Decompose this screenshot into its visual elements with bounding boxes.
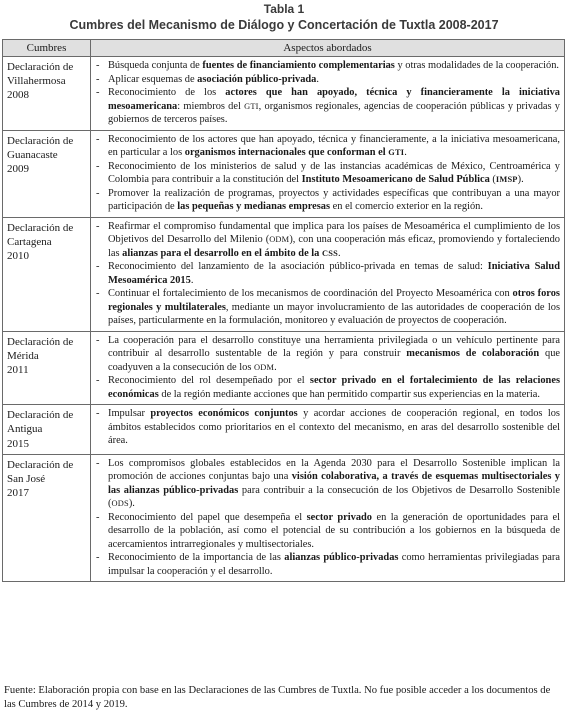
aspect-item xyxy=(95,73,560,87)
aspect-item xyxy=(95,551,560,578)
bold-phrase: las pequeñas y medianas empresas xyxy=(177,201,331,213)
cumbre-line: Antigua xyxy=(7,423,43,436)
cumbre-cell xyxy=(3,217,91,331)
text-segment: para contribuir a la consecución de los Objetivos de Desarrollo Sostenible ( xyxy=(108,484,560,510)
aspects-list xyxy=(95,457,560,579)
text-segment: Los compromisos globales establecidos en la Agenda 2030 para el Desarrollo Sostenible implican la promoción de acciones conjuntas bajo una xyxy=(108,457,560,483)
text-segment: Reconocimiento del rol desempeñado por el xyxy=(108,375,310,387)
bold-phrase: asociación público-privada xyxy=(197,73,317,85)
aspect-item xyxy=(95,86,560,127)
cumbre-line: 2017 xyxy=(7,486,29,499)
text-segment: ), con una cooperación más eficaz, promoviendo y fortaleciendo las xyxy=(108,234,560,259)
text-segment: Reconocimiento de los xyxy=(108,87,226,99)
text-segment: GTI xyxy=(244,101,259,111)
bold-phrase: alianzas público-privadas xyxy=(284,552,399,564)
text-segment: y acordar acciones de cooperación regional, en todos los ámbitos establecidos como prioritarios en el contexto del mecanismo, en aras del desarrollo sostenible del área. xyxy=(108,408,560,447)
cumbre-line: San José xyxy=(7,472,46,485)
text-segment: Reconocimiento de los ministerios de salud y de las instancias académicas de México, Centroamérica y Colombia para contribuir a la constitución del xyxy=(108,160,560,186)
aspect-item xyxy=(95,187,560,214)
table-body xyxy=(3,57,565,582)
text-segment: Reafirmar el compromiso fundamental que implica para los países de Mesoamérica el cumplimiento de los Objetivos del Desarrollo del Milenio ( xyxy=(108,220,560,246)
cumbre-line: Villahermosa xyxy=(7,75,66,88)
cumbre-line: 2011 xyxy=(7,363,29,376)
cumbre-line: Mérida xyxy=(7,349,39,362)
cumbre-line: 2015 xyxy=(7,437,29,450)
text-segment: ). xyxy=(128,498,135,510)
text-segment: ODS xyxy=(111,499,129,509)
text-segment: Reconocimiento del lanzamiento de la asociación público-privada en temas de salud: xyxy=(108,261,488,273)
bold-phrase: IMSP xyxy=(495,175,518,185)
text-segment: Continuar el fortalecimiento de los mecanismos de coordinación del Proyecto Mesoamérica con xyxy=(108,288,513,300)
text-segment: Promover la realización de programas, proyectos y actividades específicas que contribuyan a una mayor participación de xyxy=(108,187,560,213)
aspect-item xyxy=(95,407,560,448)
text-segment: que coadyuven a la consecución de los xyxy=(108,348,560,373)
cumbre-line: 2009 xyxy=(7,162,29,175)
text-segment: Impulsar xyxy=(108,408,151,420)
text-segment: . xyxy=(404,147,407,159)
text-segment: de la región mediante acciones que han permitido compartir sus experiencias en la materia. xyxy=(158,388,540,400)
cumbre-line: Declaración de xyxy=(7,134,74,147)
text-segment: Reconocimiento de la importancia de las xyxy=(108,552,285,564)
bold-phrase: Instituto Mesoamericano de Salud Pública xyxy=(301,174,490,186)
text-segment: Reconocimiento de los actores que han apoyado, técnica y financieramente, a la iniciativa mesoamericana, en particular a los xyxy=(108,133,560,159)
text-segment: . xyxy=(274,361,277,373)
text-segment: . xyxy=(316,73,319,85)
aspect-item xyxy=(95,374,560,401)
bold-phrase: GTI xyxy=(388,148,405,158)
table-row xyxy=(3,405,565,454)
text-segment: , mediante un mayor involucramiento de las autoridades de cooperación de los países, particularmente en la formulación, monitoreo y evaluación de proyectos de cooperación. xyxy=(108,301,560,327)
column-header-cumbres: Cumbres xyxy=(3,40,91,57)
bold-phrase: alianzas para el desarrollo en el ámbito de la xyxy=(122,247,322,259)
aspects-list xyxy=(95,334,560,402)
cumbre-cell xyxy=(3,454,91,582)
bold-phrase: organismos internacionales que conforman el xyxy=(184,147,389,159)
aspect-item xyxy=(95,59,560,73)
bold-phrase: Iniciativa Salud Mesoamérica 2015 xyxy=(108,261,560,286)
table-row xyxy=(3,57,565,131)
bold-phrase: actores que han apoyado, técnica y financieramente la iniciativa mesoamericana xyxy=(108,87,561,112)
table-row xyxy=(3,454,565,582)
bold-phrase: mecanismos de colaboración xyxy=(406,348,540,360)
aspects-cell xyxy=(91,454,565,582)
table-header-row xyxy=(3,40,565,57)
column-header-aspectos: Aspectos abordados xyxy=(91,40,565,57)
text-segment: Aplicar esquemas de xyxy=(108,73,198,85)
table-row xyxy=(3,331,565,405)
text-segment: La cooperación para el desarrollo constituye una herramienta privilegiada o un vehículo pertinente para contribuir al desarrollo sustentable de la región y para construir xyxy=(108,334,560,360)
table-title: Cumbres del Mecanismo de Diálogo y Concertación de Tuxtla 2008-2017 xyxy=(69,18,499,32)
text-segment: ( xyxy=(489,174,496,186)
bold-phrase: visión colaborativa, a través de esquemas multisectoriales y las alianzas público-privadas xyxy=(108,471,560,496)
bold-phrase: otros foros regionales y multilaterales xyxy=(108,288,560,313)
cumbre-line: 2008 xyxy=(7,89,29,102)
bold-phrase: sector privado en el fortalecimiento de las relaciones económicas xyxy=(108,375,560,400)
aspect-item xyxy=(95,160,560,187)
aspects-cell xyxy=(91,57,565,131)
aspect-item xyxy=(95,511,560,552)
text-segment: Reconocimiento del papel que desempeña el xyxy=(108,511,307,523)
cumbre-line: Declaración de xyxy=(7,221,74,234)
text-segment: : miembros del xyxy=(177,100,245,112)
text-segment: como herramientas privilegiadas para impulsar la cooperación y el desarrollo. xyxy=(108,552,560,577)
aspects-cell xyxy=(91,405,565,454)
aspects-cell xyxy=(91,130,565,217)
text-segment: . xyxy=(337,247,341,259)
cumbre-line: Cartagena xyxy=(7,235,52,248)
aspect-item xyxy=(95,133,560,160)
text-segment: . xyxy=(190,274,194,286)
aspects-cell xyxy=(91,331,565,405)
cumbre-cell xyxy=(3,331,91,405)
cumbre-cell xyxy=(3,405,91,454)
aspects-list xyxy=(95,407,560,448)
aspect-item xyxy=(95,334,560,375)
text-segment: ODM xyxy=(269,235,290,245)
aspects-list xyxy=(95,59,560,127)
bold-phrase: proyectos económicos conjuntos xyxy=(150,408,298,420)
cumbre-line: Declaración de xyxy=(7,61,74,73)
bold-phrase: sector privado xyxy=(306,511,373,523)
cumbre-line: Guanacaste xyxy=(7,148,58,161)
table-number: Tabla 1 xyxy=(263,2,305,16)
text-segment: , organismos regionales, agencias de cooperación públicas y privadas y gobiernos de terceros países. xyxy=(108,100,560,126)
text-segment: en la generación de oportunidades para el desarrollo de la población, así como el potencial de su contribución a los gobiernos en la búsqueda de acercamientos intrarregionales y multisectoriales. xyxy=(108,511,561,550)
cumbre-line: Declaración de xyxy=(7,458,74,471)
cumbre-line: Declaración de xyxy=(7,409,74,422)
bold-phrase: CSS xyxy=(321,248,338,258)
aspect-item xyxy=(95,457,560,511)
aspects-list xyxy=(95,220,560,328)
table-row xyxy=(3,130,565,217)
text-segment: ODM xyxy=(254,362,275,372)
cumbre-cell xyxy=(3,57,91,131)
source-note: Fuente: Elaboración propia con base en las Declaraciones de las Cumbres de Tuxtla. No fue posible acceder a los documentos de las Cumbres de 2014 y 2019. xyxy=(4,685,551,710)
aspects-cell xyxy=(91,217,565,331)
aspects-list xyxy=(95,133,560,214)
aspect-item xyxy=(95,287,560,328)
aspect-item xyxy=(95,220,560,261)
cumbre-line: Declaración de xyxy=(7,335,74,348)
table-row xyxy=(3,217,565,331)
text-segment: en el comercio exterior en la región. xyxy=(330,201,483,213)
cumbre-line: 2010 xyxy=(7,249,29,262)
cumbre-cell xyxy=(3,130,91,217)
aspect-item xyxy=(95,260,560,287)
bold-phrase: fuentes de financiamiento complementarias xyxy=(202,60,395,71)
summits-table xyxy=(2,39,565,582)
text-segment: Búsqueda conjunta de xyxy=(108,60,203,71)
text-segment: ). xyxy=(517,174,524,186)
text-segment: y otras modalidades de la cooperación. xyxy=(394,60,560,71)
